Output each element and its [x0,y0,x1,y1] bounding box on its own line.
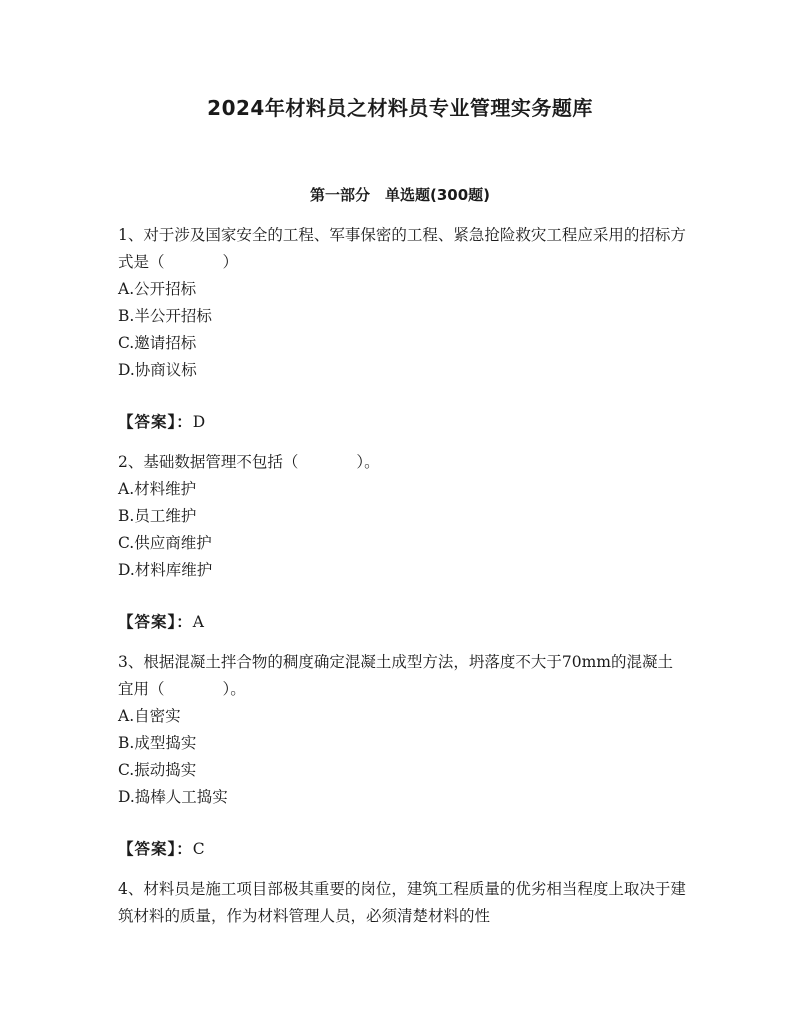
answer-value: D [192,413,206,431]
option-a: A.自密实 [118,707,181,725]
option-a: A.材料维护 [118,480,197,498]
option-d: D.材料库维护 [118,561,213,579]
question-stem-end: ） [222,253,239,271]
answer-label: 【答案】： [118,840,193,858]
option-d: D.捣棒人工捣实 [118,788,228,806]
answer-line [118,609,688,636]
option-c: C.供应商维护 [118,534,212,552]
question-4 [118,876,688,930]
answer-value: A [192,613,204,631]
question-stem-text: 1、对于涉及国家安全的工程、军事保密的工程、紧急抢险救灾工程应采用的招标方式是（ [118,226,686,271]
question-stem-text: 2、基础数据管理不包括（ [118,453,299,471]
option-c: C.振动捣实 [118,761,197,779]
section-title: 第一部分 单选题(300题) [309,186,491,204]
option-b: B.半公开招标 [118,307,212,325]
option-list [118,476,688,584]
question-3 [118,649,688,863]
option-b: B.员工维护 [118,507,197,525]
answer-label: 【答案】： [118,413,193,431]
question-list [118,222,688,930]
question-stem-text: 3、根据混凝土拌合物的稠度确定混凝土成型方法，坍落度不大于70mm的混凝土宜用（ [118,653,673,698]
question-stem-text: 4、材料员是施工项目部极其重要的岗位，建筑工程质量的优劣相当程度上取决于建筑材料的质量，作为材料管理人员，必须清楚材料的性 [118,880,686,925]
question-stem [118,876,688,930]
document-title: 2024年材料员之材料员专业管理实务题库 [207,96,593,120]
question-stem [118,649,688,703]
answer-label: 【答案】： [118,613,193,631]
answer-line [118,836,688,863]
question-stem-end: ）。 [356,453,380,471]
option-d: D.协商议标 [118,361,197,379]
answer-value: C [192,840,205,858]
option-list [118,276,688,384]
question-stem [118,222,688,276]
question-stem-end: ）。 [222,680,246,698]
question-2 [118,449,688,636]
option-c: C.邀请招标 [118,334,197,352]
option-a: A.公开招标 [118,280,197,298]
option-b: B.成型捣实 [118,734,197,752]
question-1 [118,222,688,436]
option-list [118,703,688,811]
question-stem [118,449,688,476]
answer-line [118,409,688,436]
